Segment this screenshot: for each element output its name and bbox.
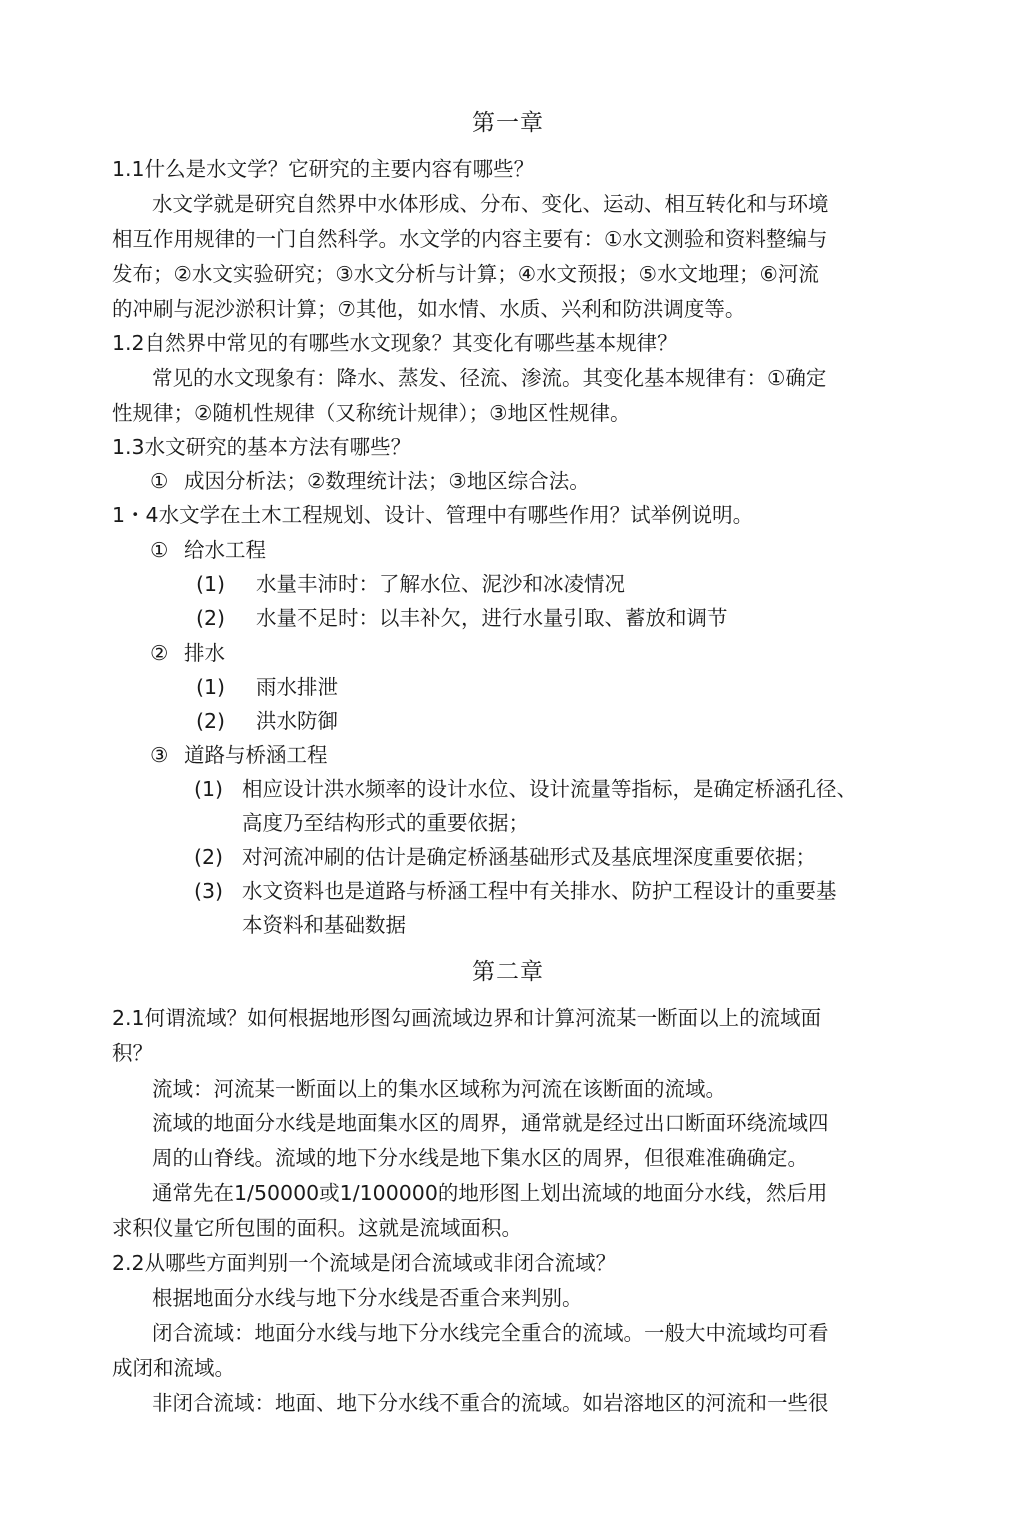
sub-item-text: 水文资料也是道路与桥涵工程中有关排水、防护工程设计的重要基 [242,879,837,903]
answer-1-2-line-1: 常见的水文现象有：降水、蒸发、径流、渗流。其变化基本规律有：①确定 [152,366,827,390]
list-marker: ③ [150,743,169,767]
sub-item-text: 雨水排泄 [256,675,338,699]
answer-2-1-para-1: 流域：河流某一断面以上的集水区域称为河流在该断面的流域。 [152,1077,726,1101]
question-1-3: 1.3水文研究的基本方法有哪些？ [112,435,412,459]
list-item-label: 道路与桥涵工程 [184,743,328,767]
answer-2-2-para-3: 非闭合流域：地面、地下分水线不重合的流域。如岩溶地区的河流和一些很 [152,1391,829,1415]
answer-2-1-para-2-line-2: 周的山脊线。流域的地下分水线是地下集水区的周界，但很难准确确定。 [152,1146,808,1170]
question-1-4: 1・4水文学在土木工程规划、设计、管理中有哪些作用？试举例说明。 [112,503,754,527]
answer-1-1-line-3: 发布；②水文实验研究；③水文分析与计算；④水文预报；⑤水文地理；⑥河流 [112,262,819,286]
sub-marker: (3) [194,879,224,903]
sub-marker: (1) [196,572,226,596]
sub-item-continuation: 本资料和基础数据 [242,913,406,937]
answer-2-2-para-1: 根据地面分水线与地下分水线是否重合来判别。 [152,1286,583,1310]
sub-marker: (2) [194,845,224,869]
question-1-1: 1.1什么是水文学？它研究的主要内容有哪些？ [112,157,535,181]
question-2-2: 2.2从哪些方面判别一个流域是闭合流域或非闭合流域？ [112,1251,617,1275]
chapter-2-title: 第二章 [472,959,544,985]
answer-1-2-line-2: 性规律；②随机性规律（又称统计规律）；③地区性规律。 [112,401,631,425]
answer-2-2-para-2-line-1: 闭合流域：地面分水线与地下分水线完全重合的流域。一般大中流域均可看 [152,1321,829,1345]
question-1-2: 1.2自然界中常见的有哪些水文现象？其变化有哪些基本规律？ [112,331,678,355]
sub-item [196,670,338,704]
list-item-label: 排水 [184,641,225,665]
answer-2-1-para-2-line-1: 流域的地面分水线是地面集水区的周界，通常就是经过出口断面环绕流域四 [152,1111,829,1135]
answer-1-3 [150,464,590,498]
answer-1-1-line-1: 水文学就是研究自然界中水体形成、分布、变化、运动、相互转化和与环境 [152,192,829,216]
answer-2-1-para-3-line-2: 求积仪量它所包围的面积。这就是流域面积。 [112,1216,522,1240]
sub-item [196,704,338,738]
sub-marker: (1) [196,675,226,699]
sub-item-text: 对河流冲刷的估计是确定桥涵基础形式及基底埋深度重要依据； [242,845,816,869]
sub-item [196,567,625,601]
list-item-drainage [150,636,225,670]
list-item-label: 给水工程 [184,538,266,562]
list-item-water-supply [150,533,266,567]
sub-marker: (2) [196,709,226,733]
answer-2-1-para-3-line-1: 通常先在1/50000或1/100000的地形图上划出流域的地面分水线，然后用 [152,1181,828,1205]
list-item-roads-bridges [150,738,328,772]
answer-1-1-line-4: 的冲刷与泥沙淤积计算；⑦其他，如水情、水质、兴利和防洪调度等。 [112,297,746,321]
sub-item-text: 水量不足时：以丰补欠，进行水量引取、蓄放和调节 [256,606,728,630]
chapter-1-title: 第一章 [472,110,544,136]
question-2-1-line-1: 2.1何谓流域？如何根据地形图勾画流域边界和计算河流某一断面以上的流域面 [112,1006,822,1030]
sub-item [196,601,728,635]
sub-item-continuation: 高度乃至结构形式的重要依据； [242,811,529,835]
list-marker: ① [150,469,169,493]
answer-1-3-text: 成因分析法；②数理统计法；③地区综合法。 [184,469,590,493]
list-marker: ① [150,538,169,562]
sub-item [194,772,857,806]
sub-marker: (2) [196,606,226,630]
list-marker: ② [150,641,169,665]
answer-2-2-para-2-line-2: 成闭和流域。 [112,1356,235,1380]
sub-item-text: 洪水防御 [256,709,338,733]
question-2-1-line-2: 积？ [112,1041,153,1065]
sub-item-text: 水量丰沛时：了解水位、泥沙和冰凌情况 [256,572,625,596]
sub-marker: (1) [194,777,224,801]
sub-item-text: 相应设计洪水频率的设计水位、设计流量等指标，是确定桥涵孔径、 [242,777,857,801]
sub-item [194,840,816,874]
sub-item [194,874,837,908]
answer-1-1-line-2: 相互作用规律的一门自然科学。水文学的内容主要有：①水文测验和资料整编与 [112,227,828,251]
